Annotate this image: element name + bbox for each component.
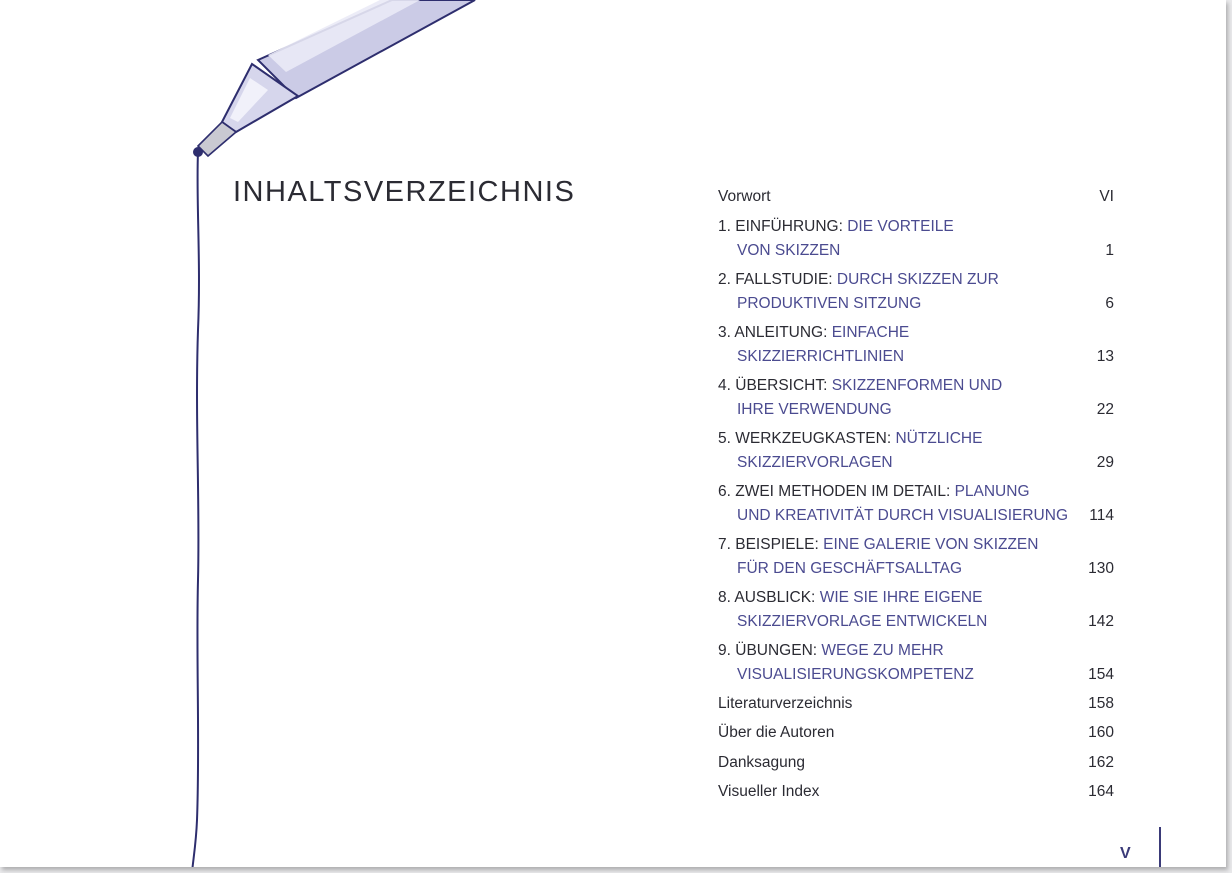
toc-chapter[interactable]	[718, 427, 1116, 480]
toc-chapter[interactable]	[718, 374, 1116, 427]
toc-entry-visual-index[interactable]	[718, 780, 1116, 810]
chapter-number: 4.	[718, 376, 731, 394]
toc-entry-label: Über die Autoren	[718, 724, 835, 741]
folio-divider	[1159, 827, 1161, 867]
chapter-label: BEISPIELE:	[735, 535, 819, 553]
toc-entry-label: Vorwort	[718, 188, 771, 205]
chapter-subtitle: SKIZZENFORMEN UND	[831, 376, 1003, 394]
toc-chapter[interactable]	[718, 639, 1116, 692]
chapter-subtitle: EINFACHE	[831, 323, 910, 341]
chapter-label: ÜBERSICHT:	[735, 376, 828, 394]
toc-page-number: 13	[1096, 347, 1114, 365]
chapter-label: ANLEITUNG:	[734, 323, 828, 341]
toc-entry-bibliography[interactable]	[718, 692, 1116, 722]
toc-chapter[interactable]	[718, 586, 1116, 639]
toc-entry-label: Literaturverzeichnis	[718, 694, 853, 712]
chapter-label: ZWEI METHODEN IM DETAIL:	[735, 482, 951, 500]
chapter-number: 2.	[718, 270, 731, 288]
toc-page-number: VI	[1099, 188, 1114, 205]
toc-entry-preface[interactable]	[718, 185, 1116, 215]
chapter-label: AUSBLICK:	[734, 588, 816, 606]
chapter-number: 3.	[718, 323, 731, 341]
chapter-number: 6.	[718, 482, 731, 500]
toc-chapter[interactable]	[718, 321, 1116, 374]
chapter-subtitle: EINE GALERIE VON SKIZZEN	[823, 535, 1039, 553]
toc-page-number: 114	[1089, 506, 1114, 524]
chapter-number: 5.	[718, 429, 731, 447]
chapter-subtitle-cont: FÜR DEN GESCHÄFTSALLTAG	[737, 559, 963, 577]
chapter-label: EINFÜHRUNG:	[735, 217, 843, 235]
chapter-subtitle-cont: UND KREATIVITÄT DURCH VISUALISIERUNG	[737, 506, 1069, 524]
toc-page-number: 162	[1088, 753, 1114, 771]
page-folio: V	[1120, 845, 1131, 862]
chapter-number: 8.	[718, 588, 731, 606]
chapter-label: WERKZEUGKASTEN:	[735, 429, 892, 447]
toc-chapter[interactable]	[718, 533, 1116, 586]
chapter-subtitle-cont: IHRE VERWENDUNG	[737, 400, 892, 418]
chapter-subtitle-cont: SKIZZIERRICHTLINIEN	[737, 347, 905, 365]
toc-page-number: 160	[1088, 724, 1114, 741]
chapter-number: 1.	[718, 217, 731, 235]
chapter-number: 7.	[718, 535, 731, 553]
toc-page-number: 130	[1088, 559, 1114, 577]
toc-page-number: 22	[1096, 400, 1114, 418]
chapter-label: ÜBUNGEN:	[735, 641, 818, 659]
chapter-subtitle-cont: SKIZZIERVORLAGE ENTWICKELN	[737, 612, 988, 630]
toc-entry-label: Danksagung	[718, 753, 806, 771]
toc-page-number: 158	[1088, 694, 1114, 712]
chapter-subtitle-cont: VON SKIZZEN	[737, 241, 841, 259]
toc-entry-label: Visueller Index	[718, 783, 820, 800]
chapter-subtitle: WIE SIE IHRE EIGENE	[819, 588, 983, 606]
chapter-subtitle: NÜTZLICHE	[895, 429, 983, 447]
toc-page-number: 154	[1088, 665, 1114, 683]
chapter-subtitle: PLANUNG	[954, 482, 1030, 500]
chapter-subtitle: WEGE ZU MEHR	[821, 641, 944, 659]
table-of-contents	[718, 185, 1116, 810]
chapter-subtitle: DURCH SKIZZEN ZUR	[836, 270, 999, 288]
toc-page-number: 29	[1096, 453, 1114, 471]
toc-page-number: 6	[1105, 294, 1114, 312]
chapter-subtitle-cont: VISUALISIERUNGSKOMPETENZ	[737, 665, 974, 683]
chapter-subtitle-cont: PRODUKTIVEN SITZUNG	[737, 294, 922, 312]
chapter-label: FALLSTUDIE:	[735, 270, 833, 288]
toc-chapter[interactable]	[718, 215, 1116, 268]
page-title: INHALTSVERZEICHNIS	[233, 176, 576, 208]
toc-page-number: 164	[1088, 783, 1114, 800]
chapter-subtitle-cont: SKIZZIERVORLAGEN	[737, 453, 893, 471]
toc-page-number: 142	[1088, 612, 1114, 630]
toc-entry-authors[interactable]	[718, 721, 1116, 751]
chapter-subtitle: DIE VORTEILE	[847, 217, 954, 235]
toc-page-number: 1	[1105, 241, 1114, 259]
chapter-number: 9.	[718, 641, 731, 659]
toc-chapter[interactable]	[718, 268, 1116, 321]
toc-entry-acknowledgements[interactable]	[718, 751, 1116, 781]
toc-chapter[interactable]	[718, 480, 1116, 533]
